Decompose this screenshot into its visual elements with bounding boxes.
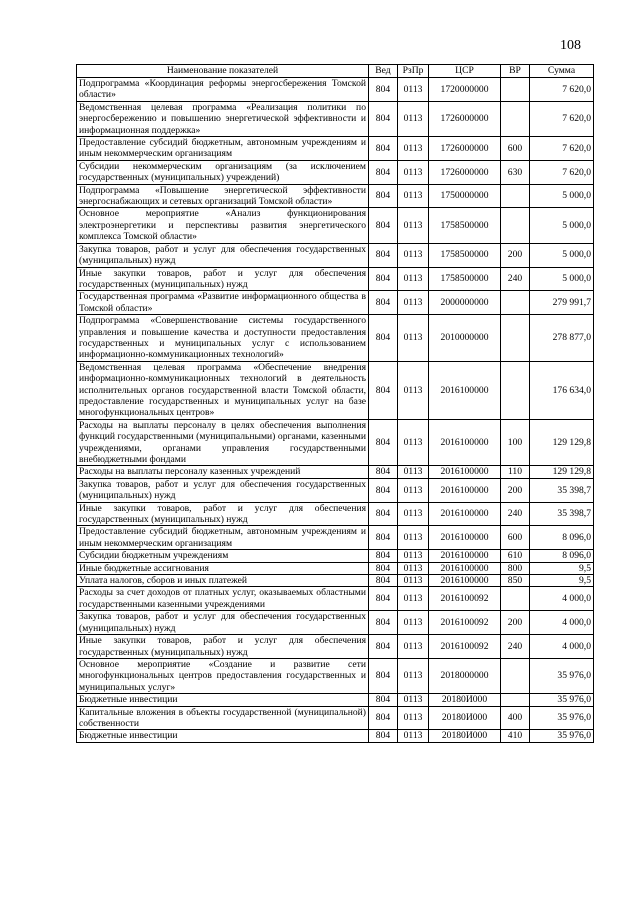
row-sum: 35 976,0 [530,706,594,730]
row-rzpr: 0113 [398,730,429,742]
row-name: Подпрограмма «Совершенствование системы государственного управления и повышение качества и доступности предоставления государственных и муниципальных услуг с использованием информационно-коммуникационных технологий» [77,315,369,362]
row-csr: 1758500000 [429,243,501,267]
row-rzpr: 0113 [398,291,429,315]
row-sum: 7 620,0 [530,78,594,102]
row-name: Уплата налогов, сборов и иных платежей [77,575,369,587]
row-csr: 2016100000 [429,526,501,550]
row-rzpr: 0113 [398,526,429,550]
row-vr: 410 [501,730,530,742]
table-row [77,184,594,208]
row-csr: 1726000000 [429,101,501,136]
row-ved: 804 [369,208,398,243]
row-csr: 2018000000 [429,658,501,693]
header-name: Наименование показателей [77,65,369,78]
row-rzpr: 0113 [398,587,429,611]
row-csr: 1726000000 [429,137,501,161]
row-ved: 804 [369,419,398,466]
row-vr [501,291,530,315]
row-name: Закупка товаров, работ и услуг для обеспечения государственных (муниципальных) нужд [77,478,369,502]
row-ved: 804 [369,466,398,478]
row-name: Подпрограмма «Повышение энергетической эффективности энергоснабжающих и сетевых организаций Томской области» [77,184,369,208]
row-csr: 2016100000 [429,478,501,502]
row-vr [501,315,530,362]
row-ved: 804 [369,611,398,635]
row-csr: 2016100000 [429,562,501,574]
row-rzpr: 0113 [398,706,429,730]
row-rzpr: 0113 [398,361,429,419]
row-csr: 2016100092 [429,611,501,635]
table-row [77,658,594,693]
row-sum: 9,5 [530,575,594,587]
row-csr: 2016100000 [429,466,501,478]
table-row [77,550,594,562]
row-rzpr: 0113 [398,550,429,562]
row-name: Предоставление субсидий бюджетным, автономным учреждениям и иным некоммерческим организациям [77,137,369,161]
row-csr: 1758500000 [429,208,501,243]
row-name: Иные бюджетные ассигнования [77,562,369,574]
header-ved: Вед [369,65,398,78]
table-row [77,419,594,466]
table-row [77,291,594,315]
table-row [77,208,594,243]
row-vr: 240 [501,502,530,526]
row-rzpr: 0113 [398,694,429,706]
header-csr: ЦСР [429,65,501,78]
row-name: Бюджетные инвестиции [77,694,369,706]
row-csr: 2016100000 [429,419,501,466]
header-vr: ВР [501,65,530,78]
row-csr: 1758500000 [429,267,501,291]
table-row [77,361,594,419]
row-ved: 804 [369,587,398,611]
row-name: Ведомственная целевая программа «Реализация политики по энергосбережению и повышению энергетической эффективности и информационная поддержка» [77,101,369,136]
row-csr: 20180И000 [429,706,501,730]
row-name: Ведомственная целевая программа «Обеспечение внедрения информационно-коммуникационных технологий в деятельность исполнительных органов государственной власти Томской области, предоставление государственных и муниципальных услуг на базе многофункциональных центров» [77,361,369,419]
row-csr: 1750000000 [429,184,501,208]
row-sum: 129 129,8 [530,419,594,466]
row-vr: 200 [501,243,530,267]
row-sum: 7 620,0 [530,101,594,136]
row-ved: 804 [369,243,398,267]
row-vr: 100 [501,419,530,466]
row-rzpr: 0113 [398,658,429,693]
row-rzpr: 0113 [398,466,429,478]
table-row [77,611,594,635]
row-sum: 4 000,0 [530,611,594,635]
row-csr: 2016100000 [429,575,501,587]
row-name: Основное мероприятие «Анализ функционирования электроэнергетики и перспективы развития энергетического комплекса Томской области» [77,208,369,243]
table-row [77,243,594,267]
table-row [77,478,594,502]
header-rzpr: РзПр [398,65,429,78]
row-rzpr: 0113 [398,267,429,291]
row-csr: 1726000000 [429,160,501,184]
row-rzpr: 0113 [398,184,429,208]
row-vr [501,208,530,243]
row-vr: 240 [501,267,530,291]
row-csr: 1720000000 [429,78,501,102]
row-ved: 804 [369,160,398,184]
table-row [77,267,594,291]
row-ved: 804 [369,526,398,550]
row-csr: 2010000000 [429,315,501,362]
table-row [77,730,594,742]
row-sum: 8 096,0 [530,550,594,562]
row-sum: 176 634,0 [530,361,594,419]
row-vr: 800 [501,562,530,574]
row-csr: 2016100000 [429,361,501,419]
table-body [77,78,594,743]
row-rzpr: 0113 [398,635,429,659]
row-rzpr: 0113 [398,208,429,243]
row-sum: 7 620,0 [530,137,594,161]
row-sum: 35 976,0 [530,730,594,742]
row-ved: 804 [369,706,398,730]
row-ved: 804 [369,291,398,315]
row-rzpr: 0113 [398,419,429,466]
row-sum: 35 976,0 [530,694,594,706]
row-name: Субсидии бюджетным учреждениям [77,550,369,562]
table-row [77,502,594,526]
row-sum: 278 877,0 [530,315,594,362]
row-csr: 20180И000 [429,730,501,742]
row-vr: 610 [501,550,530,562]
row-vr: 200 [501,478,530,502]
row-ved: 804 [369,635,398,659]
page-number: 108 [560,38,581,53]
row-csr: 2016100092 [429,635,501,659]
row-ved: 804 [369,101,398,136]
row-vr [501,361,530,419]
row-sum: 279 991,7 [530,291,594,315]
row-rzpr: 0113 [398,611,429,635]
row-csr: 2016100092 [429,587,501,611]
row-ved: 804 [369,137,398,161]
row-name: Иные закупки товаров, работ и услуг для обеспечения государственных (муниципальных) нужд [77,502,369,526]
header-sum: Сумма [530,65,594,78]
table-row [77,101,594,136]
row-ved: 804 [369,575,398,587]
row-sum: 35 976,0 [530,658,594,693]
row-name: Субсидии некоммерческим организациям (за исключением государственных (муниципальных) учреждений) [77,160,369,184]
row-csr: 2016100000 [429,502,501,526]
table-row [77,635,594,659]
row-vr: 600 [501,526,530,550]
table-header-row [77,65,594,78]
row-ved: 804 [369,267,398,291]
row-vr [501,658,530,693]
row-ved: 804 [369,550,398,562]
row-rzpr: 0113 [398,502,429,526]
row-ved: 804 [369,658,398,693]
row-name: Капитальные вложения в объекты государственной (муниципальной) собственности [77,706,369,730]
row-name: Иные закупки товаров, работ и услуг для обеспечения государственных (муниципальных) нужд [77,635,369,659]
row-rzpr: 0113 [398,243,429,267]
row-sum: 35 398,7 [530,502,594,526]
row-sum: 35 398,7 [530,478,594,502]
row-sum: 8 096,0 [530,526,594,550]
row-ved: 804 [369,184,398,208]
row-ved: 804 [369,78,398,102]
row-rzpr: 0113 [398,575,429,587]
row-vr: 200 [501,611,530,635]
row-sum: 7 620,0 [530,160,594,184]
row-rzpr: 0113 [398,160,429,184]
table-row [77,562,594,574]
row-vr: 240 [501,635,530,659]
row-sum: 5 000,0 [530,184,594,208]
row-name: Бюджетные инвестиции [77,730,369,742]
row-name: Основное мероприятие «Создание и развитие сети многофункциональных центров предоставления государственных и муниципальных услуг» [77,658,369,693]
row-rzpr: 0113 [398,478,429,502]
row-rzpr: 0113 [398,78,429,102]
row-sum: 5 000,0 [530,243,594,267]
row-vr [501,101,530,136]
row-name: Закупка товаров, работ и услуг для обеспечения государственных (муниципальных) нужд [77,243,369,267]
row-name: Закупка товаров, работ и услуг для обеспечения государственных (муниципальных) нужд [77,611,369,635]
row-vr: 400 [501,706,530,730]
row-ved: 804 [369,478,398,502]
row-vr: 630 [501,160,530,184]
budget-table [76,64,594,743]
row-vr [501,184,530,208]
row-vr: 850 [501,575,530,587]
row-name: Расходы на выплаты персоналу в целях обеспечения выполнения функций государственными (муниципальными) органами, казенными учреждениями, органами управления государственными внебюджетными фондами [77,419,369,466]
row-ved: 804 [369,694,398,706]
table-row [77,575,594,587]
row-ved: 804 [369,730,398,742]
table-row [77,78,594,102]
row-name: Государственная программа «Развитие информационного общества в Томской области» [77,291,369,315]
row-vr [501,587,530,611]
row-ved: 804 [369,502,398,526]
row-sum: 9,5 [530,562,594,574]
row-ved: 804 [369,315,398,362]
row-vr [501,78,530,102]
row-sum: 4 000,0 [530,587,594,611]
row-name: Иные закупки товаров, работ и услуг для обеспечения государственных (муниципальных) нужд [77,267,369,291]
table-row [77,137,594,161]
row-csr: 2000000000 [429,291,501,315]
row-sum: 5 000,0 [530,208,594,243]
row-name: Подпрограмма «Координация реформы энергосбережения Томской области» [77,78,369,102]
row-sum: 5 000,0 [530,267,594,291]
row-name: Предоставление субсидий бюджетным, автономным учреждениям и иным некоммерческим организациям [77,526,369,550]
row-vr: 600 [501,137,530,161]
row-csr: 2016100000 [429,550,501,562]
table-row [77,160,594,184]
row-rzpr: 0113 [398,315,429,362]
row-rzpr: 0113 [398,137,429,161]
row-name: Расходы за счет доходов от платных услуг, оказываемых областными государственными казенными учреждениями [77,587,369,611]
row-vr [501,694,530,706]
row-name: Расходы на выплаты персоналу казенных учреждений [77,466,369,478]
row-rzpr: 0113 [398,101,429,136]
row-rzpr: 0113 [398,562,429,574]
row-sum: 129 129,8 [530,466,594,478]
row-csr: 20180И000 [429,694,501,706]
table-row [77,315,594,362]
table-row [77,466,594,478]
table-row [77,526,594,550]
row-ved: 804 [369,361,398,419]
row-sum: 4 000,0 [530,635,594,659]
table-row [77,706,594,730]
row-ved: 804 [369,562,398,574]
table-row [77,694,594,706]
table-row [77,587,594,611]
row-vr: 110 [501,466,530,478]
